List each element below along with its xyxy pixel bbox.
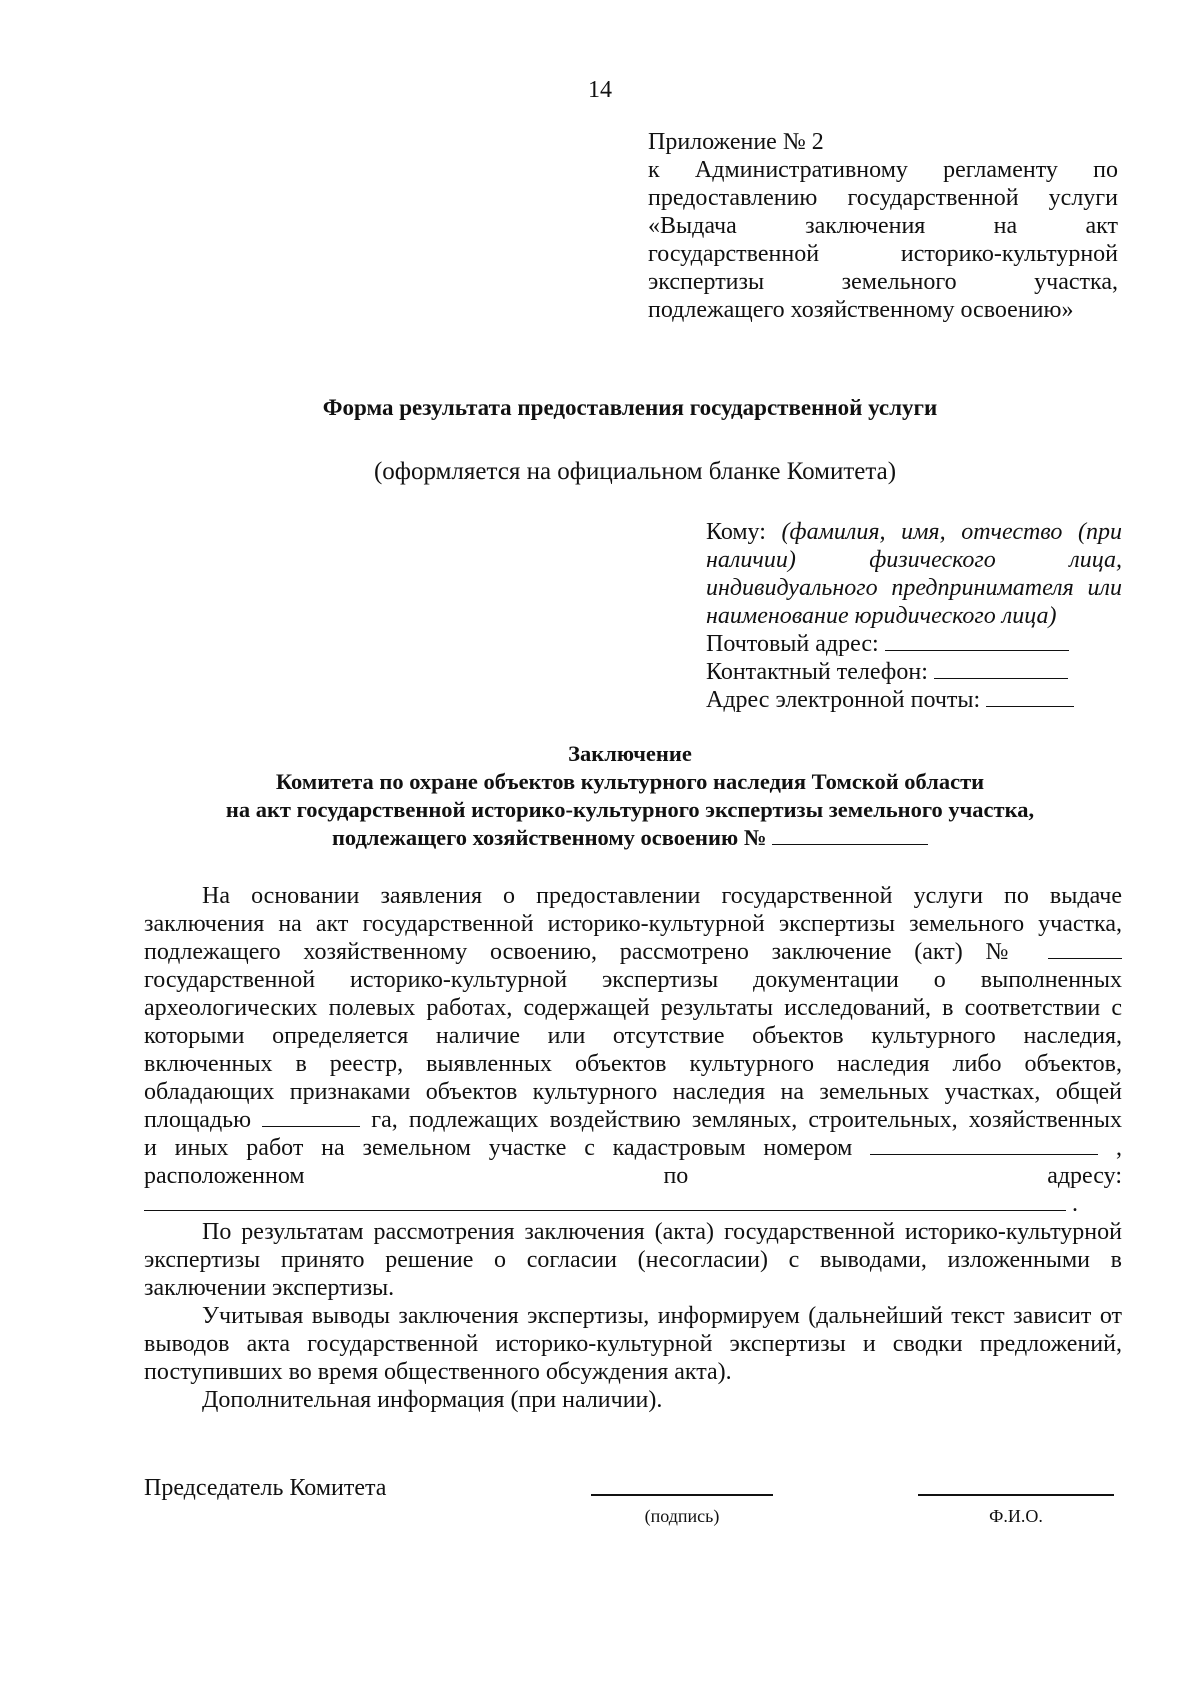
- conclusion-number-field[interactable]: [772, 826, 928, 845]
- to-label: Кому:: [706, 519, 766, 545]
- conclusion-number-label: подлежащего хозяйственному освоению №: [331, 825, 767, 850]
- addressee-block: [706, 518, 1122, 714]
- to-hint: наличии) физического лица,: [706, 547, 1122, 573]
- body-punct: ,: [1116, 1135, 1123, 1161]
- body-line: площадью: [144, 1107, 252, 1133]
- signature-caption: (подпись): [644, 1506, 720, 1526]
- email-field[interactable]: [986, 688, 1074, 707]
- body-punct: .: [1072, 1191, 1078, 1217]
- email-label: Адрес электронной почты:: [706, 687, 981, 713]
- form-note: (оформляется на официальном бланке Комитета): [373, 458, 897, 485]
- body-line: археологических полевых работах, содержащей результаты исследований, в соответствии с: [144, 995, 1122, 1021]
- body-line: заключении экспертизы.: [144, 1275, 395, 1301]
- body-line: На основании заявления о предоставлении государственной услуги по выдаче: [202, 883, 1122, 909]
- body-line: обладающих признаками объектов культурного наследия на земельных участках, общей: [144, 1079, 1122, 1105]
- name-caption: Ф.И.О.: [989, 1506, 1043, 1526]
- body-line: Дополнительная информация (при наличии).: [202, 1387, 663, 1413]
- conclusion-title: [150, 740, 1110, 852]
- body-line: расположенном по адресу:: [144, 1163, 1122, 1189]
- name-line[interactable]: [918, 1494, 1114, 1496]
- body-line: заключения на акт государственной историко-культурной экспертизы земельного участка,: [144, 911, 1122, 937]
- body-line: Учитывая выводы заключения экспертизы, информируем (дальнейший текст зависит от: [202, 1303, 1122, 1329]
- cadastral-number-field[interactable]: [870, 1136, 1098, 1155]
- appendix-line: государственной историко-культурной: [648, 241, 1118, 267]
- to-hint: наименование юридического лица): [706, 603, 1057, 629]
- phone-field[interactable]: [934, 660, 1068, 679]
- conclusion-subtitle: Комитета по охране объектов культурного наследия Томской области: [275, 769, 985, 794]
- body-line: По результатам рассмотрения заключения (акта) государственной историко-культурной: [202, 1219, 1122, 1245]
- appendix-line: предоставлению государственной услуги: [648, 185, 1118, 211]
- appendix-line: экспертизы земельного участка,: [648, 269, 1118, 295]
- area-field[interactable]: [262, 1108, 360, 1127]
- act-number-field[interactable]: [1048, 940, 1122, 959]
- page-number: 14: [588, 77, 612, 103]
- address-field[interactable]: [144, 1192, 1066, 1211]
- appendix-block: [648, 128, 1118, 324]
- body-line: которыми определяется наличие или отсутствие объектов культурного наследия,: [144, 1023, 1122, 1049]
- appendix-line: к Административному регламенту по: [648, 157, 1118, 183]
- signature-line[interactable]: [591, 1494, 773, 1496]
- appendix-line: «Выдача заключения на акт: [648, 213, 1118, 239]
- signatory-position: Председатель Комитета: [144, 1475, 387, 1501]
- form-title: Форма результата предоставления государственной услуги: [322, 395, 938, 420]
- body-line: га, подлежащих воздействию земляных, строительных, хозяйственных: [371, 1107, 1122, 1133]
- phone-label: Контактный телефон:: [706, 659, 928, 685]
- appendix-line: Приложение № 2: [648, 129, 824, 155]
- to-hint: (фамилия, имя, отчество (при: [781, 519, 1123, 545]
- body-line: экспертизы принято решение о согласии (несогласии) с выводами, изложенными в: [144, 1247, 1122, 1273]
- postal-address-field[interactable]: [885, 632, 1069, 651]
- postal-address-label: Почтовый адрес:: [706, 631, 879, 657]
- body-line: и иных работ на земельном участке с кадастровым номером: [144, 1135, 853, 1161]
- body-line: выводов акта государственной историко-культурной экспертизы и сводки предложений,: [144, 1331, 1122, 1357]
- body-line: включенных в реестр, выявленных объектов культурного наследия либо объектов,: [144, 1051, 1122, 1077]
- conclusion-subtitle: на акт государственной историко-культурного экспертизы земельного участка,: [225, 797, 1035, 822]
- body-text: [144, 882, 1122, 1414]
- body-line: подлежащего хозяйственному освоению, рассмотрено заключение (акт) №: [144, 939, 1026, 965]
- body-line: поступивших во время общественного обсуждения акта).: [144, 1359, 732, 1385]
- conclusion-heading: Заключение: [568, 741, 692, 766]
- body-line: государственной историко-культурной экспертизы документации о выполненных: [144, 967, 1122, 993]
- to-hint: индивидуального предпринимателя или: [706, 575, 1122, 601]
- appendix-line: подлежащего хозяйственному освоению»: [648, 297, 1074, 323]
